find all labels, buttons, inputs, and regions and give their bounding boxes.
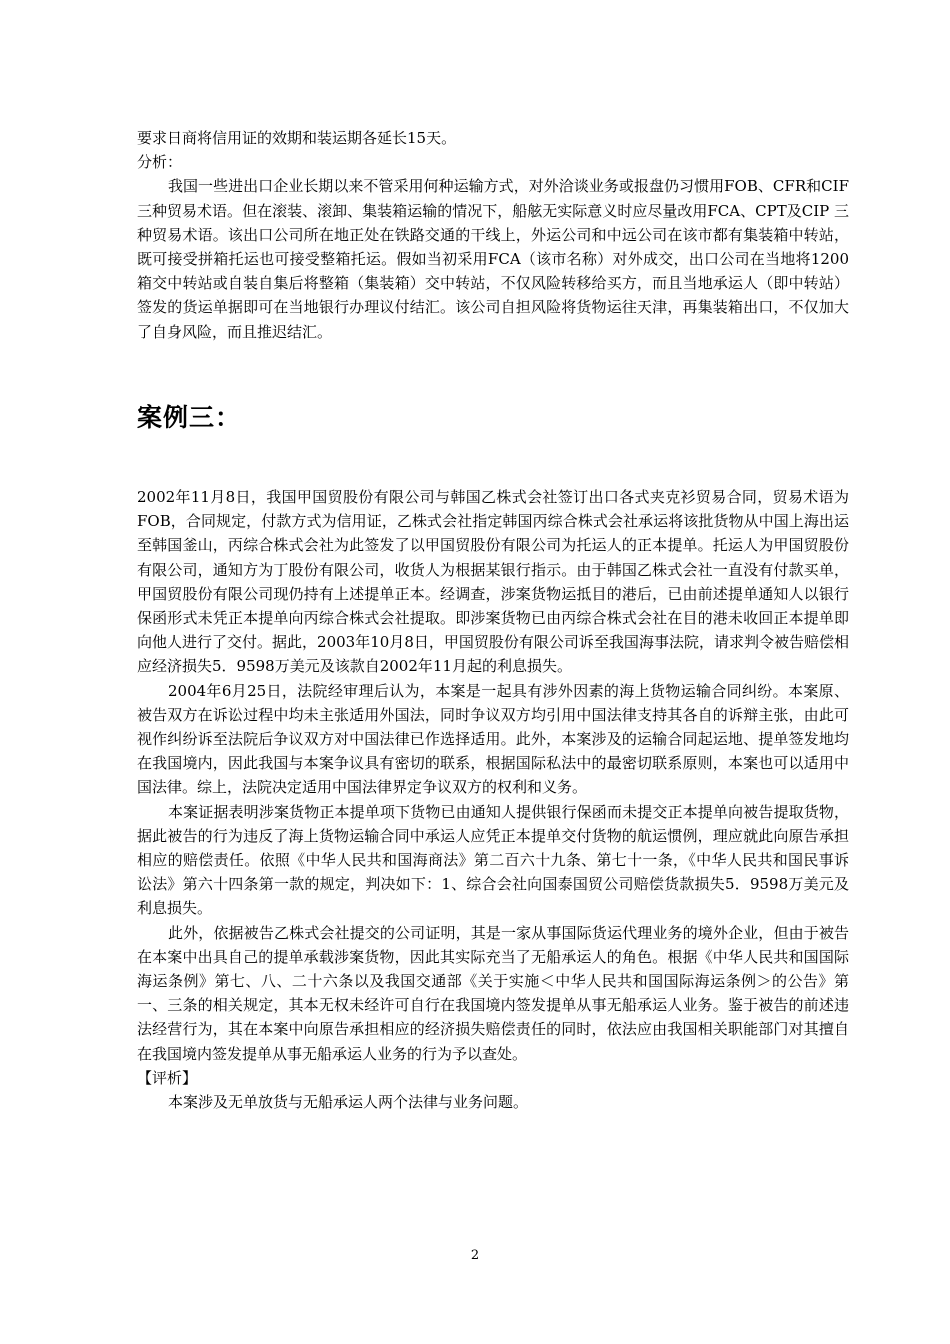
comment-label: 【评析】 <box>137 1068 198 1087</box>
case-paragraph-4: 此外，依据被告乙株式会社提交的公司证明，其是一家从事国际货运代理业务的境外企业，但由于被告在本案中出具自己的提单承载涉案货物，因此其实际充当了无船承运人的角色。根据《中华人民共和国国际海运条例》第七、八、二十六条以及我国交通部《关于实施＜中华人民共和国国际海运条例＞的公告》第一、三条的相关规定，其本无权未经许可自行在我国境内签发提单从事无船承运人业务。鉴于被告的前述违法经营行为，其在本案中向原告承担相应的经济损失赔偿责任的同时，依法应由我国相关职能部门对其擅自在我国境内签发提单从事无船承运人业务的行为予以查处。 <box>137 923 849 1063</box>
case-paragraph-3: 本案证据表明涉案货物正本提单项下货物已由通知人提供银行保函而未提交正本提单向被告提取货物，据此被告的行为违反了海上货物运输合同中承运人应凭正本提单交付货物的航运惯例，理应就此向原告承担相应的赔偿责任。依照《中华人民共和国海商法》第二百六十九条、第七十一条，《中华人民共和国民事诉讼法》第六十四条第一款的规定，判决如下：1、综合会社向国泰国贸公司赔偿货款损失5．9598万美元及利息损失。 <box>137 802 849 918</box>
page-number: 2 <box>470 1248 480 1263</box>
case-three-body <box>137 485 849 1114</box>
analysis-section <box>137 126 849 344</box>
analysis-label: 分析： <box>137 153 183 172</box>
analysis-paragraph: 我国一些进出口企业长期以来不管采用何种运输方式，对外洽谈业务或报盘仍习惯用FOB、CFR和CIF三种贸易术语。但在滚装、滚卸、集装箱运输的情况下，船舷无实际意义时应尽量改用FCA、CPT及CIP 三种贸易术语。该出口公司所在地正处在铁路交通的干线上，外运公司和中远公司在该市都有集装箱中转站，既可接受拼箱托运也可接受整箱托运。假如当初采用FCA（该市名称）对外成交，出口公司在当地将1200箱交中转站或自装自集后将整箱（集装箱）交中转站，不仅风险转移给买方，而且当地承运人（即中转站）签发的货运单据即可在当地银行办理议付结汇。该公司自担风险将货物运往天津，再集装箱出口，不仅加大了自身风险，而且推迟结汇。 <box>137 177 849 341</box>
continuation-line: 要求日商将信用证的效期和装运期各延长15天。 <box>137 129 457 147</box>
case-three-heading: 案例三： <box>137 403 242 432</box>
comment-paragraph: 本案涉及无单放货与无船承运人两个法律与业务问题。 <box>168 1093 529 1112</box>
case-paragraph-2: 2004年6月25日，法院经审理后认为，本案是一起具有涉外因素的海上货物运输合同纠纷。本案原、被告双方在诉讼过程中均未主张适用外国法，同时争议双方均引用中国法律支持其各自的诉辩主张，由此可视作纠纷诉至法院后争议双方对中国法律已作选择适用。此外，本案涉及的运输合同起运地、提单签发地均在我国境内，因此我国与本案争议具有密切的联系，根据国际私法中的最密切联系原则，本案也可以适用中国法律。综上，法院决定适用中国法律界定争议双方的权利和义务。 <box>137 681 849 797</box>
case-paragraph-1: 2002年11月8日，我国甲国贸股份有限公司与韩国乙株式会社签订出口各式夹克衫贸易合同，贸易术语为FOB，合同规定，付款方式为信用证，乙株式会社指定韩国丙综合株式会社承运将该批货物从中国上海出运至韩国釜山，丙综合株式会社为此签发了以甲国贸股份有限公司为托运人的正本提单。托运人为甲国贸股份有限公司，通知方为丁股份有限公司，收货人为根据某银行指示。由于韩国乙株式会社一直没有付款买单，甲国贸股份有限公司现仍持有上述提单正本。经调查，涉案货物运抵目的港后，已由前述提单通知人以银行保函形式未凭正本提单向丙综合株式会社提取。即涉案货物已由丙综合株式会社在目的港未收回正本提单即向他人进行了交付。据此，2003年10月8日，甲国贸股份有限公司诉至我国海事法院，请求判令被告赔偿相应经济损失5．9598万美元及该款自2002年11月起的利息损失。 <box>137 488 849 676</box>
